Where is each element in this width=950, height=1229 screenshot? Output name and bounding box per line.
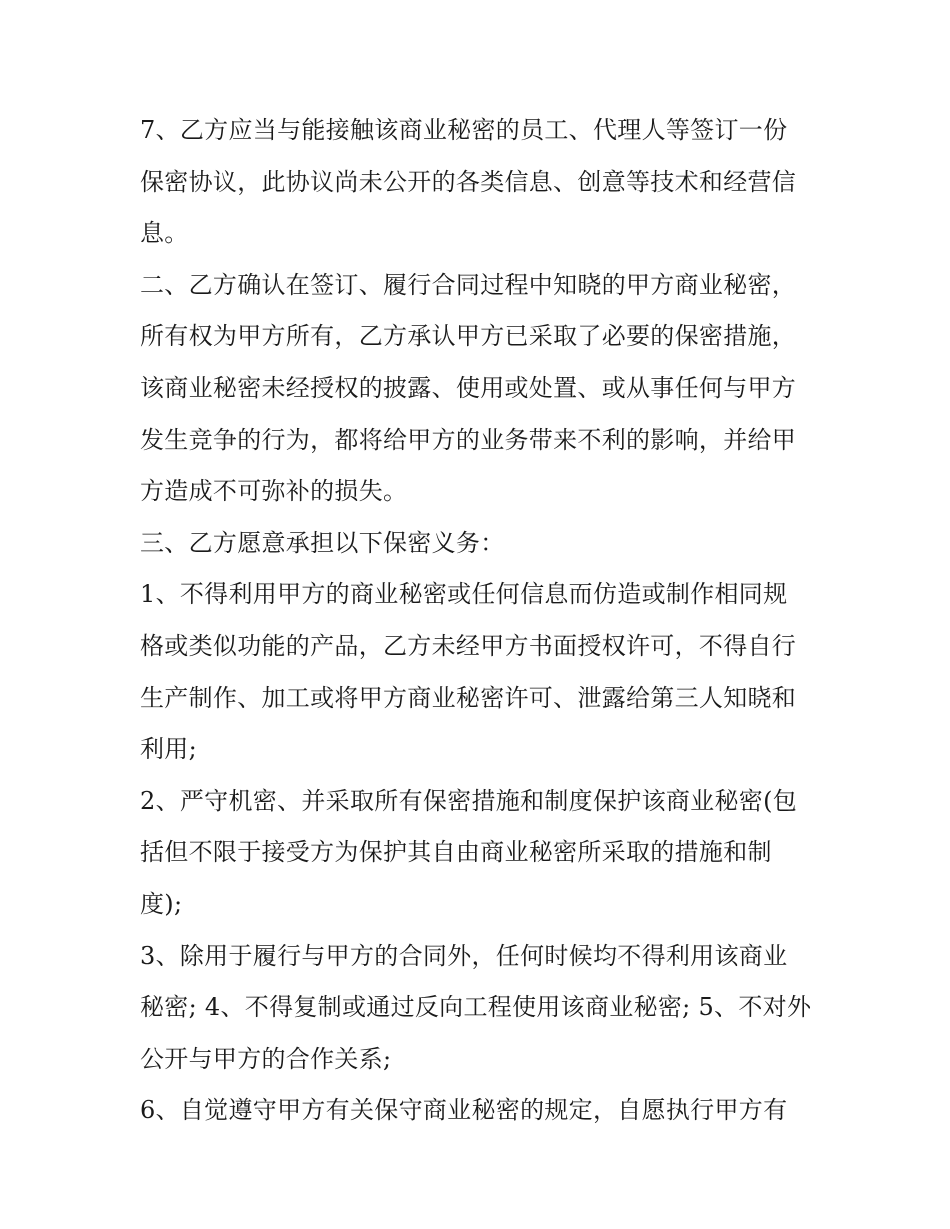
text-line: 三、乙方愿意承担以下保密义务： (140, 528, 505, 557)
text-line: 6、自觉遵守甲方有关保守商业秘密的规定，自愿执行甲方有 (140, 1096, 788, 1125)
text-line: 该商业秘密未经授权的披露、使用或处置、或从事任何与甲方 (140, 373, 797, 402)
text-line: 方造成不可弥补的损失。 (140, 477, 408, 506)
text-line: 所有权为甲方所有，乙方承认甲方已采取了必要的保密措施， (140, 322, 797, 351)
text-line: 3、除用于履行与甲方的合同外，任何时候均不得利用该商业 (140, 941, 788, 970)
text-line: 括但不限于接受方为保护其自由商业秘密所采取的措施和制 (140, 838, 772, 867)
text-line: 度); (140, 889, 183, 918)
text-line: 7、乙方应当与能接触该商业秘密的员工、代理人等签订一份 (140, 116, 788, 144)
text-line: 2、严守机密、并采取所有保密措施和制度保护该商业秘密(包 (140, 786, 798, 815)
text-line: 保密协议，此协议尚未公开的各类信息、创意等技术和经营信 (140, 167, 797, 196)
text-line: 发生竞争的行为，都将给甲方的业务带来不利的影响，并给甲 (140, 425, 797, 454)
document-body (140, 105, 820, 1137)
text-line: 二、乙方确认在签订、履行合同过程中知晓的甲方商业秘密， (140, 270, 797, 299)
text-line: 生产制作、加工或将甲方商业秘密许可、泄露给第三人知晓和 (140, 683, 797, 712)
text-line: 格或类似功能的产品，乙方未经甲方书面授权许可，不得自行 (140, 631, 797, 660)
text-line: 秘密; 4、不得复制或通过反向工程使用该商业秘密; 5、不对外 (140, 993, 812, 1022)
text-line: 利用; (140, 735, 197, 764)
text-line: 息。 (140, 219, 189, 248)
text-line: 公开与甲方的合作关系; (140, 1044, 392, 1073)
text-line: 1、不得利用甲方的商业秘密或任何信息而仿造或制作相同规 (140, 580, 788, 609)
